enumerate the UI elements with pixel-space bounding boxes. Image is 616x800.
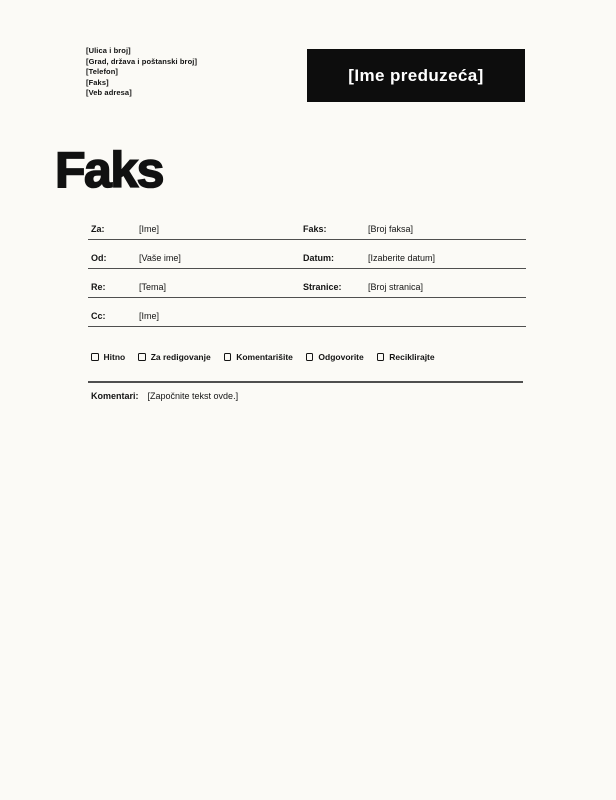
re-field[interactable]: [Tema]	[139, 282, 167, 292]
pages-field[interactable]: [Broj stranica]	[368, 282, 424, 292]
date-label: Datum:	[303, 253, 334, 263]
pages-label: Stranice:	[303, 282, 342, 292]
please-recycle-checkbox-icon[interactable]	[377, 353, 385, 361]
checkbox-item-urgent[interactable]	[91, 352, 125, 362]
company-name-placeholder[interactable]: [Ime preduzeća]	[348, 65, 484, 85]
please-reply-checkbox-icon[interactable]	[306, 353, 314, 361]
comments-field[interactable]: [Započnite tekst ovde.]	[147, 391, 239, 401]
checkbox-item-please-recycle[interactable]	[377, 352, 435, 362]
to-field[interactable]: [Ime]	[139, 224, 160, 234]
field-row-to-fax	[88, 224, 526, 240]
please-comment-checkbox-icon[interactable]	[224, 353, 232, 361]
field-row-re-pages	[88, 282, 526, 298]
cc-label: Cc:	[91, 311, 106, 321]
page-title: Faks	[55, 142, 163, 198]
to-label: Za:	[91, 224, 105, 234]
fax-label: Faks:	[303, 224, 327, 234]
date-field[interactable]: [Izaberite datum]	[368, 253, 436, 263]
checkbox-item-for-review[interactable]	[138, 352, 211, 362]
checkbox-item-please-reply[interactable]	[306, 352, 364, 362]
options-row	[91, 352, 435, 362]
comments-row	[91, 391, 238, 402]
please-recycle-label: Reciklirajte	[389, 352, 435, 362]
address-line-phone[interactable]: [Telefon]	[86, 67, 119, 77]
address-line-city[interactable]: [Grad, država i poštanski broj]	[86, 56, 198, 66]
please-comment-label: Komentarišite	[236, 352, 293, 362]
company-name-box	[307, 49, 525, 102]
please-reply-label: Odgovorite	[318, 352, 364, 362]
fax-field[interactable]: [Broj faksa]	[368, 224, 414, 234]
comments-label: Komentari:	[91, 391, 139, 401]
address-line-fax[interactable]: [Faks]	[86, 77, 109, 87]
address-line-web[interactable]: [Veb adresa]	[86, 88, 132, 98]
from-label: Od:	[91, 253, 107, 263]
urgent-label: Hitno	[103, 352, 126, 362]
for-review-checkbox-icon[interactable]	[138, 353, 146, 361]
urgent-checkbox-icon[interactable]	[91, 353, 99, 361]
address-line-street[interactable]: [Ulica i broj]	[86, 46, 131, 55]
sender-address-block	[86, 46, 197, 99]
comments-divider	[88, 381, 523, 383]
checkbox-item-please-comment[interactable]	[224, 352, 293, 362]
re-label: Re:	[91, 282, 106, 292]
cc-field[interactable]: [Ime]	[139, 311, 160, 321]
field-row-from-date	[88, 253, 526, 269]
from-field[interactable]: [Vaše ime]	[139, 253, 181, 263]
for-review-label: Za redigovanje	[150, 352, 211, 362]
field-row-cc	[88, 311, 526, 327]
